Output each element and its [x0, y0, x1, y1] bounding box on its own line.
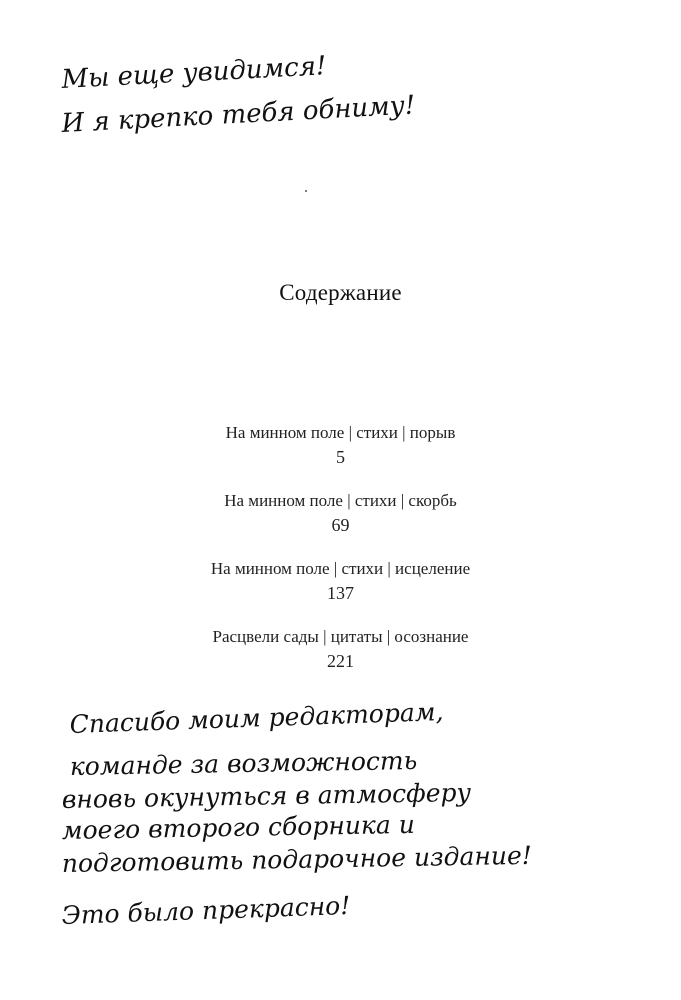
- handwriting-line: Спасибо моим редакторам,: [69, 696, 444, 739]
- toc-item: [0, 558, 681, 626]
- toc-title: Содержание: [279, 280, 402, 305]
- toc-list: [0, 422, 681, 694]
- toc-item-page: 69: [331, 515, 350, 535]
- handwriting-line: подготовить подарочное издание!: [61, 840, 533, 878]
- handwriting-line: команде за возможность: [69, 745, 418, 781]
- print-speck: [305, 190, 307, 192]
- toc-item-title: На минном поле | стихи | порыв: [225, 423, 456, 442]
- toc-item-title: На минном поле | стихи | исцеление: [210, 559, 471, 578]
- handwriting-line: Мы еще увидимся!: [60, 51, 328, 95]
- handwriting-line: Это было прекрасно!: [61, 890, 351, 930]
- toc-item-title: На минном поле | стихи | скорбь: [224, 491, 457, 510]
- handwriting-line: вновь окунуться в атмосферу: [61, 777, 472, 814]
- toc-item-title: Расцвели сады | цитаты | осознание: [212, 627, 469, 646]
- toc-item: [0, 422, 681, 490]
- toc-item: [0, 626, 681, 694]
- handwriting-line: И я крепко тебя обниму!: [60, 90, 416, 139]
- handwritten-note-top: [60, 51, 416, 139]
- toc-item-page: 221: [327, 651, 354, 671]
- toc-item: [0, 490, 681, 558]
- handwritten-note-bottom: [61, 697, 532, 930]
- toc-item-page: 137: [327, 583, 354, 603]
- handwriting-line: моего второго сборника и: [61, 809, 416, 845]
- toc-item-page: 5: [336, 447, 345, 467]
